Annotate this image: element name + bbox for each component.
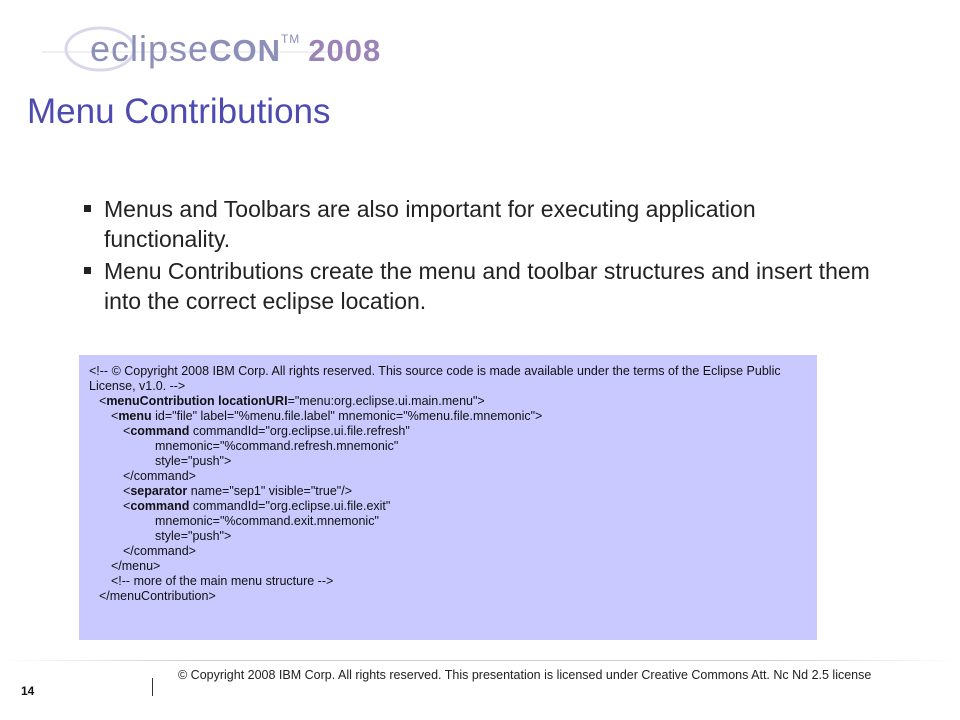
code-line: mnemonic="%command.refresh.mnemonic" — [155, 439, 399, 453]
logo-con-text: CON — [209, 33, 281, 68]
code-sample-box — [79, 355, 817, 640]
logo-tm-mark: TM — [280, 32, 301, 46]
code-line: style="push"> — [155, 454, 232, 468]
logo-eclipse-text: eclipse — [90, 28, 210, 69]
code-line: </command> — [123, 469, 196, 483]
code-line: mnemonic="%command.exit.mnemonic" — [155, 514, 379, 528]
bullet-text: Menus and Toolbars are also important for executing application functionality. — [104, 196, 756, 252]
code-comment: <!-- © Copyright 2008 IBM Corp. All rights reserved. This source code is made available under the terms of the Eclipse Public License, v1.0. --> — [89, 364, 781, 393]
code-line: </menuContribution> — [99, 589, 216, 603]
slide-title: Menu Contributions — [27, 92, 331, 131]
code-line: <menuContribution locationURI="menu:org.eclipse.ui.main.menu"> — [99, 394, 485, 408]
bullet-text: Menu Contributions create the menu and toolbar structures and insert them into the correct eclipse location. — [104, 258, 870, 314]
code-line: <command commandId="org.eclipse.ui.file.exit" — [123, 499, 391, 513]
code-line: <menu id="file" label="%menu.file.label" mnemonic="%menu.file.mnemonic"> — [111, 409, 543, 423]
code-line: </command> — [123, 544, 196, 558]
eclipsecon-logo — [38, 22, 382, 74]
code-line: <separator name="sep1" visible="true"/> — [123, 484, 353, 498]
square-bullet-icon — [84, 267, 91, 274]
footer-divider — [152, 678, 153, 696]
square-bullet-icon — [84, 205, 91, 212]
bullet-item — [80, 194, 880, 254]
code-line: style="push"> — [155, 529, 232, 543]
footer-rule — [0, 660, 960, 661]
bullet-item — [80, 256, 880, 316]
code-line: <command commandId="org.eclipse.ui.file.refresh" — [123, 424, 410, 438]
code-line: </menu> — [111, 559, 161, 573]
page-number: 14 — [21, 684, 35, 698]
logo-wordmark — [90, 28, 381, 70]
code-sample — [89, 364, 809, 604]
footer-copyright: © Copyright 2008 IBM Corp. All rights reserved. This presentation is licensed under Creative Commons Att. Nc Nd 2.5 license — [178, 668, 872, 682]
code-line: <!-- more of the main menu structure --> — [111, 574, 334, 588]
bullet-list — [80, 194, 880, 318]
logo-year-text: 2008 — [308, 33, 382, 68]
